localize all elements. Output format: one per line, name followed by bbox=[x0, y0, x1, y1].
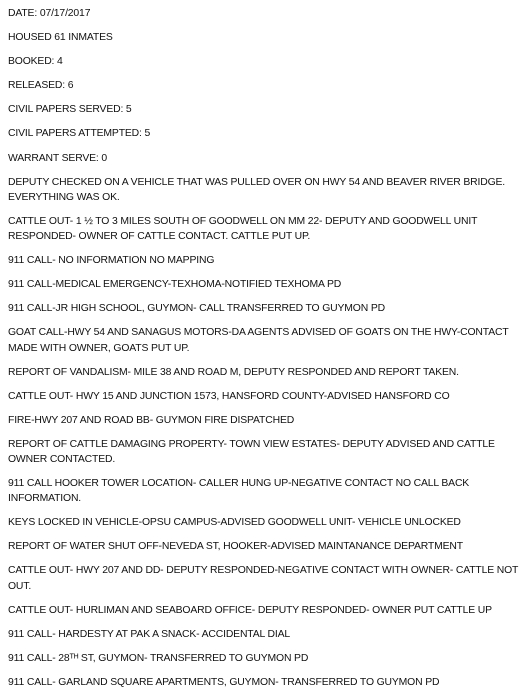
log-entry: CATTLE OUT- HWY 15 AND JUNCTION 1573, HANSFORD COUNTY-ADVISED HANSFORD CO bbox=[8, 390, 450, 402]
civil-papers-attempted: CIVIL PAPERS ATTEMPTED: 5 bbox=[8, 128, 151, 140]
log-entry: REPORT OF CATTLE DAMAGING PROPERTY- TOWN VIEW ESTATES- DEPUTY ADVISED AND CATTLE OWNER CONTACTED. bbox=[8, 438, 495, 466]
log-entry: 911 CALL- HARDESTY AT PAK A SNACK- ACCIDENTAL DIAL bbox=[8, 628, 290, 640]
log-entry: 911 CALL-JR HIGH SCHOOL, GUYMON- CALL TRANSFERRED TO GUYMON PD bbox=[8, 303, 385, 315]
inmates-booked: BOOKED: 4 bbox=[8, 56, 63, 68]
log-entry: 911 CALL-MEDICAL EMERGENCY-TEXHOMA-NOTIFIED TEXHOMA PD bbox=[8, 279, 342, 291]
log-entry: CATTLE OUT- HURLIMAN AND SEABOARD OFFICE- DEPUTY RESPONDED- OWNER PUT CATTLE UP bbox=[8, 604, 492, 616]
log-entry: REPORT OF WATER SHUT OFF-NEVEDA ST, HOOKER-ADVISED MAINTANANCE DEPARTMENT bbox=[8, 541, 463, 553]
log-entry: 911 CALL- GARLAND SQUARE APARTMENTS, GUYMON- TRANSFERRED TO GUYMON PD bbox=[8, 676, 440, 688]
log-entry: CATTLE OUT- HWY 207 AND DD- DEPUTY RESPONDED-NEGATIVE CONTACT WITH OWNER- CATTLE NOT OUT. bbox=[8, 565, 519, 592]
log-entry: 911 CALL HOOKER TOWER LOCATION- CALLER HUNG UP-NEGATIVE CONTACT NO CALL BACK INFORMATION. bbox=[8, 477, 470, 505]
log-entry: CATTLE OUT- 1 ½ TO 3 MILES SOUTH OF GOODWELL ON MM 22- DEPUTY AND GOODWELL UNIT RESPONDED- OWNER OF CATTLE CONTACT. CATTLE PUT UP. bbox=[8, 215, 478, 243]
warrants-served: WARRANT SERVE: 0 bbox=[8, 152, 108, 164]
inmates-housed: HOUSED 61 INMATES bbox=[8, 32, 113, 44]
log-entry: GOAT CALL-HWY 54 AND SANAGUS MOTORS-DA AGENTS ADVISED OF GOATS ON THE HWY-CONTACT MADE WITH OWNER, GOATS PUT UP. bbox=[8, 327, 509, 354]
log-entry: FIRE-HWY 207 AND ROAD BB- GUYMON FIRE DISPATCHED bbox=[8, 414, 295, 426]
report-date: DATE: 07/17/2017 bbox=[8, 8, 91, 19]
civil-papers-served: CIVIL PAPERS SERVED: 5 bbox=[8, 104, 132, 116]
inmates-released: RELEASED: 6 bbox=[8, 80, 74, 92]
log-entry: 911 CALL- 28ᵀᴴ ST, GUYMON- TRANSFERRED TO GUYMON PD bbox=[8, 652, 309, 664]
log-entry: DEPUTY CHECKED ON A VEHICLE THAT WAS PULLED OVER ON HWY 54 AND BEAVER RIVER BRIDGE. EVERYTHING WAS OK. bbox=[8, 176, 506, 204]
log-entry: 911 CALL- NO INFORMATION NO MAPPING bbox=[8, 255, 215, 267]
daily-report-document bbox=[8, 6, 520, 699]
log-entry: REPORT OF VANDALISM- MILE 38 AND ROAD M, DEPUTY RESPONDED AND REPORT TAKEN. bbox=[8, 366, 459, 378]
log-entry: KEYS LOCKED IN VEHICLE-OPSU CAMPUS-ADVISED GOODWELL UNIT- VEHICLE UNLOCKED bbox=[8, 517, 461, 529]
